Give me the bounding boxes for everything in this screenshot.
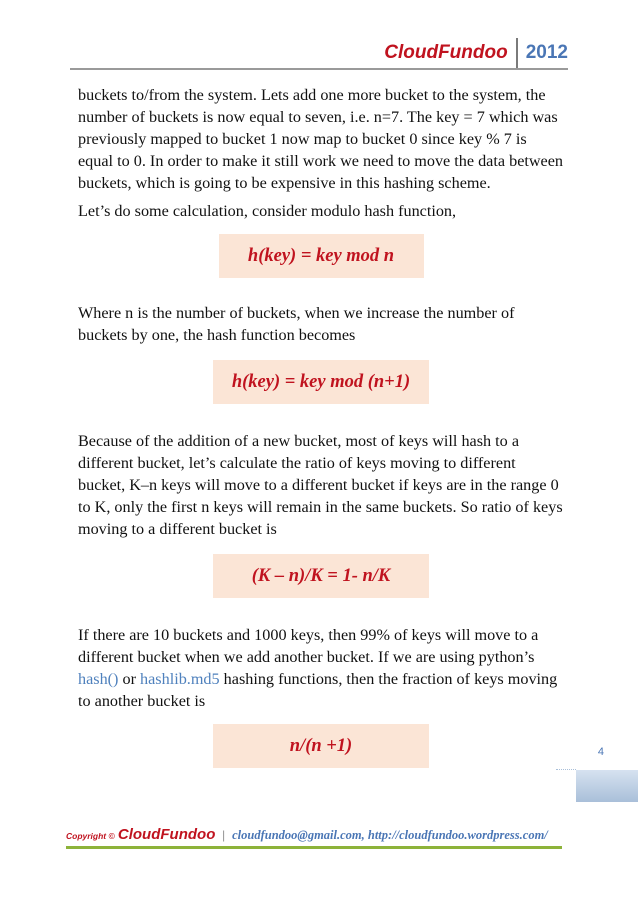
hashlib-md5-link[interactable]: hashlib.md5 xyxy=(140,670,220,688)
formula-fraction: n/(n +1) xyxy=(213,724,429,768)
page-header xyxy=(384,38,568,68)
formula-modulo-hash-plus-one: h(key) = key mod (n+1) xyxy=(213,360,429,404)
paragraph-5-text-b: or xyxy=(118,670,141,688)
header-brand: CloudFundoo xyxy=(384,42,508,63)
page-footer xyxy=(66,826,562,843)
paragraph-5-text-a: If there are 10 buckets and 1000 keys, then 99% of keys will move to a different bucket when we add another bucket. If we are using python’s xyxy=(78,626,539,666)
footer-copyright: Copyright © xyxy=(66,831,115,841)
footer-contact[interactable]: cloudfundoo@gmail.com, http://cloudfundoo.wordpress.com/ xyxy=(232,828,548,842)
header-year: 2012 xyxy=(516,38,568,68)
document-body xyxy=(78,84,564,768)
footer-brand: CloudFundoo xyxy=(117,826,216,843)
paragraph-4: Because of the addition of a new bucket, most of keys will hash to a different bucket, let’s calculate the ratio of keys moving to different bucket, K–n keys will move to a different bucket if keys are in the range 0 to K, only the first n keys will remain in the same buckets. So ratio of keys moving to a different bucket is xyxy=(78,432,563,538)
formula-ratio: (K – n)/K = 1- n/K xyxy=(213,554,429,598)
paragraph-3: Where n is the number of buckets, when we increase the number of buckets by one, the hash function becomes xyxy=(78,304,515,344)
paragraph-5-text-c: hashing functions, then the fraction of keys moving to another bucket is xyxy=(78,670,558,710)
footer-rule xyxy=(66,846,562,849)
page-number: 4 xyxy=(597,746,604,758)
paragraph-1: buckets to/from the system. Lets add one more bucket to the system, the number of buckets is now equal to seven, i.e. n=7. The key = 7 which was previously mapped to bucket 1 now map to bucket 0 since key % 7 is equal to 0. In order to make it still work we need to move the data between buckets, which is going to be expensive in this hashing scheme. xyxy=(78,86,564,192)
paragraph-2: Let’s do some calculation, consider modulo hash function, xyxy=(78,202,457,220)
corner-dotted-line xyxy=(556,769,576,770)
paragraph-5 xyxy=(78,624,564,712)
formula-modulo-hash: h(key) = key mod n xyxy=(219,234,424,278)
footer-separator: | xyxy=(222,828,225,842)
hash-link[interactable]: hash() xyxy=(78,670,119,688)
header-rule xyxy=(70,68,568,70)
page-corner-decoration xyxy=(576,770,638,802)
